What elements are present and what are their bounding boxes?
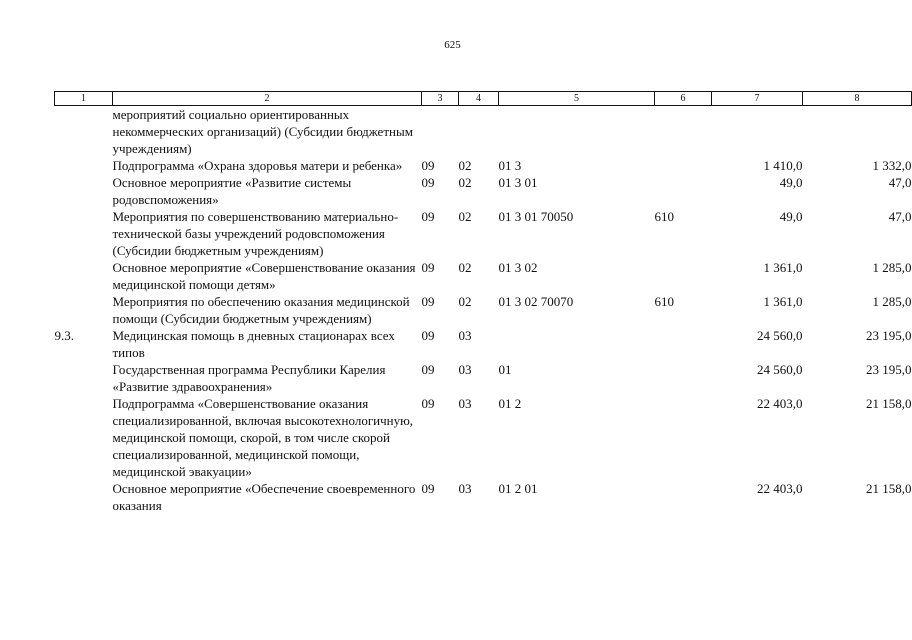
- subsection-code: 03: [458, 328, 472, 343]
- row-name: Государственная программа Республики Карелия «Развитие здравоохранения»: [112, 362, 386, 394]
- subsection-code: 02: [458, 209, 472, 224]
- row-name: Основное мероприятие «Совершенствование оказания медицинской помощи детям»: [112, 260, 416, 292]
- row-number: [55, 157, 113, 174]
- amount-column-8: 23 195,0: [866, 328, 912, 343]
- amount-column-7: 1 361,0: [763, 294, 803, 309]
- row-name: Подпрограмма «Совершенствование оказания специализированной, включая высокотехнологичную, медицинской помощи, скорой, в том числе скорой специализированной, медицинской помощи, медицинской эвакуации»: [112, 396, 414, 479]
- expense-type-code: 610: [654, 209, 674, 224]
- amount-column-7: 24 560,0: [757, 362, 803, 377]
- amount-column-8: 1 285,0: [872, 260, 912, 275]
- row-number: [55, 174, 113, 208]
- column-number-7: 7: [712, 92, 803, 106]
- amount-column-7: 22 403,0: [757, 396, 803, 411]
- table-row: [55, 157, 912, 174]
- expense-type-code: [655, 395, 712, 480]
- amount-column-7: 1 361,0: [763, 260, 803, 275]
- expense-type-code: [655, 157, 712, 174]
- section-code: 09: [421, 260, 435, 275]
- amount-column-8: 47,0: [888, 175, 912, 190]
- section-code: 09: [421, 396, 435, 411]
- amount-column-7: [712, 106, 803, 158]
- table-row: [55, 361, 912, 395]
- row-number: [55, 259, 113, 293]
- amount-column-7: 1 410,0: [763, 158, 803, 173]
- target-article-code: 01 2: [498, 396, 522, 411]
- target-article-code: 01 2 01: [498, 481, 538, 496]
- table-row: [55, 293, 912, 327]
- budget-table: [54, 91, 912, 514]
- row-number: [55, 361, 113, 395]
- table-row: [55, 208, 912, 259]
- subsection-code: 03: [458, 481, 472, 496]
- expense-type-code: [655, 361, 712, 395]
- amount-column-8: 21 158,0: [866, 481, 912, 496]
- amount-column-8: 47,0: [888, 209, 912, 224]
- column-number-5: 5: [499, 92, 655, 106]
- amount-column-7: 49,0: [779, 209, 803, 224]
- subsection-code: 02: [458, 294, 472, 309]
- amount-column-8: 1 332,0: [872, 158, 912, 173]
- amount-column-8: 23 195,0: [866, 362, 912, 377]
- expense-type-code: 610: [654, 294, 674, 309]
- column-number-8: 8: [803, 92, 912, 106]
- expense-type-code: [655, 106, 712, 158]
- row-number: 9.3.: [54, 328, 74, 343]
- subsection-code: 02: [458, 175, 472, 190]
- amount-column-7: 49,0: [779, 175, 803, 190]
- amount-column-8: 21 158,0: [866, 396, 912, 411]
- target-article-code: 01 3: [498, 158, 522, 173]
- target-article-code: [499, 106, 655, 158]
- section-code: 09: [421, 362, 435, 377]
- expense-type-code: [655, 327, 712, 361]
- target-article-code: 01 3 02 70070: [498, 294, 574, 309]
- row-name: мероприятий социально ориентированных некоммерческих организаций) (Субсидии бюджетным учреждениям): [112, 107, 413, 156]
- row-name: Основное мероприятие «Обеспечение своевременного оказания: [112, 481, 416, 513]
- expense-type-code: [655, 259, 712, 293]
- row-name: Мероприятия по совершенствованию материально-технической базы учреждений родовспоможения (Субсидии бюджетным учреждениям): [112, 209, 399, 258]
- section-code: 09: [421, 294, 435, 309]
- table-row: [55, 174, 912, 208]
- amount-column-7: 24 560,0: [757, 328, 803, 343]
- target-article-code: 01 3 01: [498, 175, 538, 190]
- table-row: [55, 480, 912, 514]
- section-code: 09: [421, 209, 435, 224]
- section-code: 09: [421, 481, 435, 496]
- row-number: [55, 293, 113, 327]
- row-number: [55, 395, 113, 480]
- target-article-code: [499, 327, 655, 361]
- target-article-code: 01 3 02: [498, 260, 538, 275]
- row-name: Медицинская помощь в дневных стационарах всех типов: [112, 328, 395, 360]
- amount-column-7: 22 403,0: [757, 481, 803, 496]
- amount-column-8: 1 285,0: [872, 294, 912, 309]
- expense-type-code: [655, 174, 712, 208]
- table-row: [55, 395, 912, 480]
- section-code: 09: [421, 328, 435, 343]
- amount-column-8: [803, 106, 912, 158]
- page-number: 625: [444, 39, 461, 51]
- subsection-code: [459, 106, 499, 158]
- table-row: [55, 327, 912, 361]
- section-code: [422, 106, 459, 158]
- section-code: 09: [421, 175, 435, 190]
- subsection-code: 02: [458, 260, 472, 275]
- subsection-code: 03: [458, 396, 472, 411]
- column-number-4: 4: [459, 92, 499, 106]
- row-number: [55, 208, 113, 259]
- row-name: Основное мероприятие «Развитие системы родовспоможения»: [112, 175, 352, 207]
- row-name: Подпрограмма «Охрана здоровья матери и ребенка»: [112, 158, 403, 173]
- column-number-2: 2: [113, 92, 422, 106]
- table-row: [55, 106, 912, 158]
- target-article-code: 01: [498, 362, 512, 377]
- subsection-code: 03: [458, 362, 472, 377]
- row-name: Мероприятия по обеспечению оказания медицинской помощи (Субсидии бюджетным учреждениям): [112, 294, 410, 326]
- row-number: [55, 480, 113, 514]
- section-code: 09: [421, 158, 435, 173]
- row-number: [55, 106, 113, 158]
- column-number-3: 3: [422, 92, 459, 106]
- column-number-1: 1: [55, 92, 113, 106]
- table-row: [55, 259, 912, 293]
- expense-type-code: [655, 480, 712, 514]
- column-number-row: [55, 92, 912, 106]
- target-article-code: 01 3 01 70050: [498, 209, 574, 224]
- column-number-6: 6: [655, 92, 712, 106]
- subsection-code: 02: [458, 158, 472, 173]
